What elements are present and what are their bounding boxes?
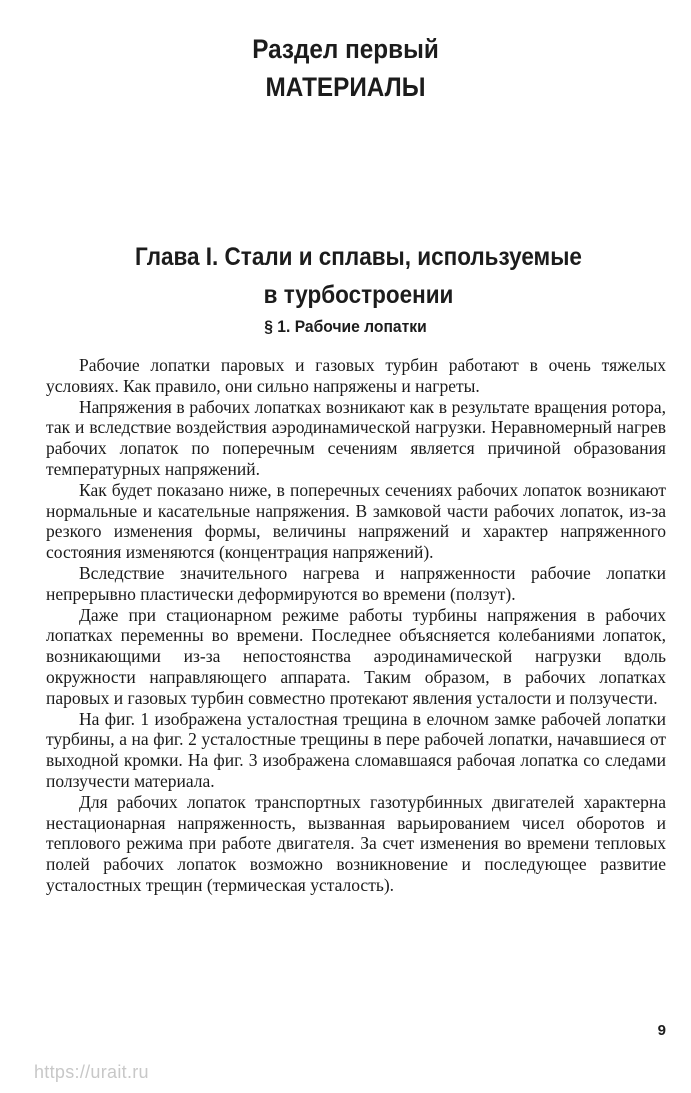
paragraph: Напряжения в рабочих лопатках возникают как в результате вращения ротора, так и вследствие воздействия аэродинамической нагрузки. Неравномерный нагрев рабочих лопаток по поперечным сечениям является причиной образования температурных напряжений. [46,396,666,479]
section-heading-line1: Раздел первый [252,34,439,64]
chapter-heading-line1: Глава I. Стали и сплавы, используемые [135,243,582,271]
chapter-heading-line2: в турбостроении [263,281,454,309]
paragraph: На фиг. 1 изображена усталостная трещина в елочном замке рабочей лопатки турбины, а на фиг. 2 усталостные трещины в пере рабочей лопатки, начавшиеся от выходной кромки. На фиг. 3 изображена сломавшаяся рабочая лопатка со следами ползучести материала. [46,708,666,791]
page-number: 9 [657,1022,666,1039]
chapter-heading [35,238,683,314]
body-text [46,355,666,896]
paragraph: Как будет показано ниже, в поперечных сечениях рабочих лопаток возникают нормальные и касательные напряжения. В замковой части рабочих лопаток, из-за резкого изменения формы, величины напряжений и характер напряженного состояния изменяются (концентрация напряжений). [46,479,666,563]
paragraph-heading: § 1. Рабочие лопатки [264,317,427,336]
watermark-url: https://urait.ru [34,1062,149,1082]
section-heading [35,30,657,106]
paragraph: Вследствие значительного нагрева и напряженности рабочие лопатки непрерывно пластически деформируются во времени (ползут). [46,562,666,604]
paragraph: Рабочие лопатки паровых и газовых турбин работают в очень тяжелых условиях. Как правило, они сильно напряжены и нагреты. [46,355,666,396]
paragraph: Для рабочих лопаток транспортных газотурбинных двигателей характерна нестационарная напряженность, вызванная варьированием чисел оборотов и теплового режима при работе двигателя. За счет изменения во времени тепловых полей рабочих лопаток возможно возникновение и последующее развитие усталостных трещин (термическая усталость). [46,791,666,895]
paragraph: Даже при стационарном режиме работы турбины напряжения в рабочих лопатках переменны во времени. Последнее объясняется колебаниями лопаток, возникающими из-за непостоянства аэродинамической нагрузки вдоль окружности направляющего аппарата. Таким образом, в рабочих лопатках паровых и газовых турбин совместно протекают явления усталости и ползучести. [46,604,666,708]
section-heading-line2: МАТЕРИАЛЫ [265,72,426,102]
